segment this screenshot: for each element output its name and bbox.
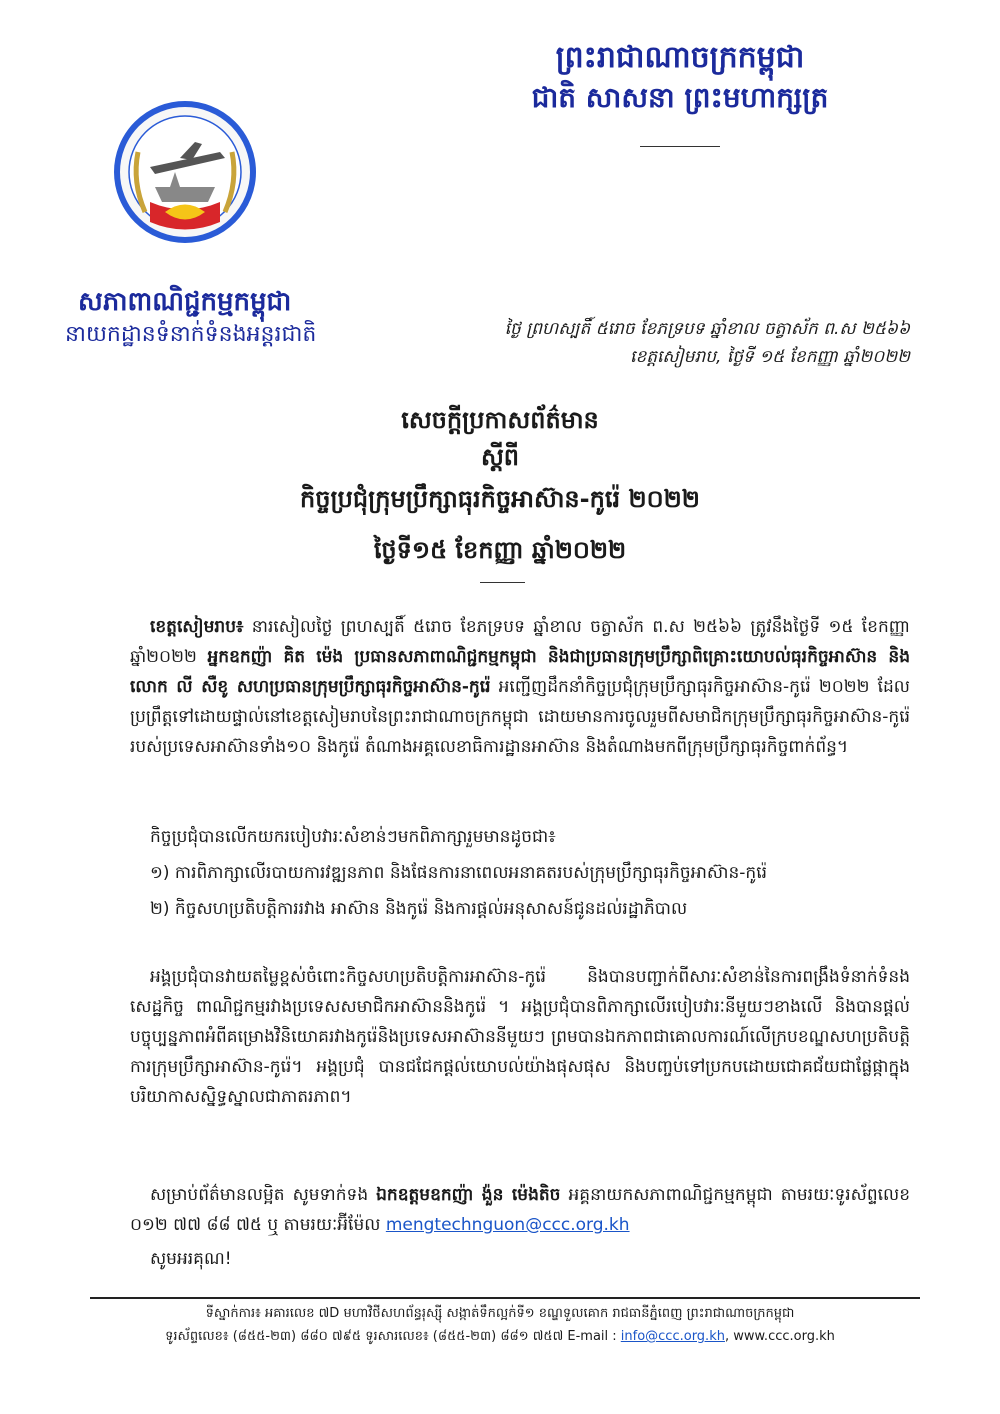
motto-heading: ជាតិ សាសនា ព្រះមហាក្សត្រ	[531, 81, 829, 114]
paragraph-1	[130, 612, 910, 762]
p4-text-b: អគ្គនាយកសភាពាណិជ្ជកម្មកម្ពុជា តាមរយៈទូរស័ព្ទលេខ ០១២ ៧៧ ៨៨ ៧៥ ឬ តាមរយៈអ៊ីម៉ែល	[130, 1185, 910, 1235]
paragraph-4	[130, 1180, 910, 1240]
org-logo	[110, 72, 260, 272]
p1-bold: អ្នកឧកញ៉ា គិត ម៉េង ប្រធានសភាពាណិជ្ជកម្មកម្ពុជា និងជាប្រធានក្រុមប្រឹក្សាពិគ្រោះយោបល់ធុរកិច្ចអាស៊ាន និង លោក លី សឺខូ សហប្រធានក្រុមប្រឹក្សាធុរកិច្ចអាស៊ាន-កូរ៉េ	[130, 647, 910, 697]
header-ornament	[640, 146, 720, 147]
paragraph-3: អង្គប្រជុំបានវាយតម្លៃខ្ពស់ចំពោះកិច្ចសហប្រតិបត្តិការអាស៊ាន-កូរ៉េ និងបានបញ្ជាក់ពីសារៈសំខាន់នៃការពង្រឹងទំនាក់ទំនងសេដ្ឋកិច្ច ពាណិជ្ជកម្មរវាងប្រទេសសមាជិកអាស៊ាននិងកូរ៉េ ។ អង្គប្រជុំបានពិភាក្សាលើរបៀបវារៈនីមួយៗខាងលើ និងបានផ្តល់បច្ចុប្បន្នភាពអំពីគម្រោងវិនិយោគរវាងកូរ៉េនិងប្រទេសអាស៊ាននីមួយៗ ព្រមបានឯកភាពជាគោលការណ៍លើក្របខណ្ឌសហប្រតិបត្តិការក្រុមប្រឹក្សាអាស៊ាន-កូរ៉េ។ អង្គប្រជុំ បានជជែកផ្តល់យោបល់យ៉ាងផុសផុស និងបញ្ចប់ទៅប្រកបដោយជោគជ័យជាផ្លែផ្កាក្នុងបរិយាកាសស្និទ្ធស្នាលជាភាតរភាព។	[130, 967, 910, 1107]
kingdom-heading: ព្រះរាជាណាចក្រកម្ពុជា	[555, 40, 805, 75]
footer-contact	[0, 1326, 1000, 1348]
title-line-1: សេចក្តីប្រកាសព័ត៌មាន	[401, 406, 599, 434]
footer-email-link[interactable]: info@ccc.org.kh	[620, 1329, 725, 1344]
thanks-text: សូមអរគុណ!	[150, 1249, 232, 1269]
title-line-4: ថ្ងៃទី១៥ ខែកញ្ញា ឆ្នាំ២០២២	[373, 536, 627, 564]
agenda-item-2: ២) កិច្ចសហប្រតិបត្តិការរវាង អាស៊ាន និងកូរ៉េ និងការផ្តល់អនុសាសន៍ជូនដល់រដ្ឋាភិបាល	[150, 899, 688, 919]
title-ornament	[480, 582, 525, 583]
footer-website: , www.ccc.org.kh	[724, 1329, 835, 1344]
org-department: នាយកដ្ឋានទំនាក់ទំនងអន្តរជាតិ	[65, 322, 317, 347]
solar-date: ខេត្តសៀមរាប, ថ្ងៃទី ១៥ ខែកញ្ញា ឆ្នាំ២០២២	[630, 347, 910, 367]
p4-text-a: សម្រាប់ព័ត៌មានលម្អិត សូមទាក់ទង	[150, 1185, 377, 1205]
title-line-3: កិច្ចប្រជុំក្រុមប្រឹក្សាធុរកិច្ចអាស៊ាន-កូរ៉េ ២០២២	[300, 485, 700, 513]
p1-text-b: អញ្ជើញដឹកនាំកិច្ចប្រជុំក្រុមប្រឹក្សាធុរកិច្ចអាស៊ាន-កូរ៉េ ២០២២ ដែលប្រព្រឹត្តទៅដោយផ្ទាល់នៅខេត្តសៀមរាបនៃព្រះរាជាណាចក្រកម្ពុជា ដោយមានការចូលរួមពីសមាជិកក្រុមប្រឹក្សាធុរកិច្ចអាស៊ាន-កូរ៉េ របស់ប្រទេសអាស៊ានទាំង១០ និងកូរ៉េ តំណាងអគ្គលេខាធិការដ្ឋានអាស៊ាន និងតំណាងមកពីក្រុមប្រឹក្សាធុរកិច្ចពាក់ព័ន្ធ។	[130, 677, 910, 757]
paragraph-2: កិច្ចប្រជុំបានលើកយករបៀបវារៈសំខាន់ៗមកពិភាក្សារួមមានដូចជា៖	[150, 827, 556, 847]
p1-text-a: នារសៀលថ្ងៃ ព្រហស្បតិ៍ ៥រោច ខែភទ្របទ ឆ្នាំខាល ចត្វាស័ក ព.ស ២៥៦៦ ត្រូវនឹងថ្ងៃទី ១៥ ខែកញ្ញា ឆ្នាំ២០២២	[130, 617, 910, 667]
contact-person: ឯកឧត្តមឧកញ៉ា ង៉ួន ម៉េងតិច	[376, 1185, 561, 1205]
org-name: សភាពាណិជ្ជកម្មកម្ពុជា	[78, 287, 292, 317]
lunar-date: ថ្ងៃ ព្រហស្បតិ៍ ៥រោច ខែភទ្របទ ឆ្នាំខាល ចត្វាស័ក ព.ស ២៥៦៦	[504, 319, 910, 339]
contact-email-link[interactable]: mengtechnguon@ccc.org.kh	[385, 1215, 630, 1235]
title-line-2: ស្តីពី	[480, 443, 520, 471]
footer-contact-text: ទូរស័ព្ទលេខ៖ (៨៥៥-២៣) ៨៨០ ៧៩៥ ទូរសារលេខ៖ (៨៥៥-២៣) ៨៨១ ៧៥៧ E-mail :	[165, 1329, 621, 1344]
footer-divider	[90, 1297, 920, 1299]
p1-lead: ខេត្តសៀមរាប៖	[150, 617, 244, 637]
footer-address: ទីស្នាក់ការ៖ អគារលេខ ៧D មហាវិថីសហព័ន្ធរុស្ស៊ី សង្កាត់ទឹកល្អក់ទី១ ខណ្ឌទួលគោក រាជធានីភ្នំពេញ ព្រះរាជាណាចក្រកម្ពុជា	[205, 1306, 795, 1321]
agenda-item-1: ១) ការពិភាក្សាលើរបាយការវឌ្ឍនភាព និងផែនការនាពេលអនាគតរបស់ក្រុមប្រឹក្សាធុរកិច្ចអាស៊ាន-កូរ៉េ	[150, 863, 767, 883]
